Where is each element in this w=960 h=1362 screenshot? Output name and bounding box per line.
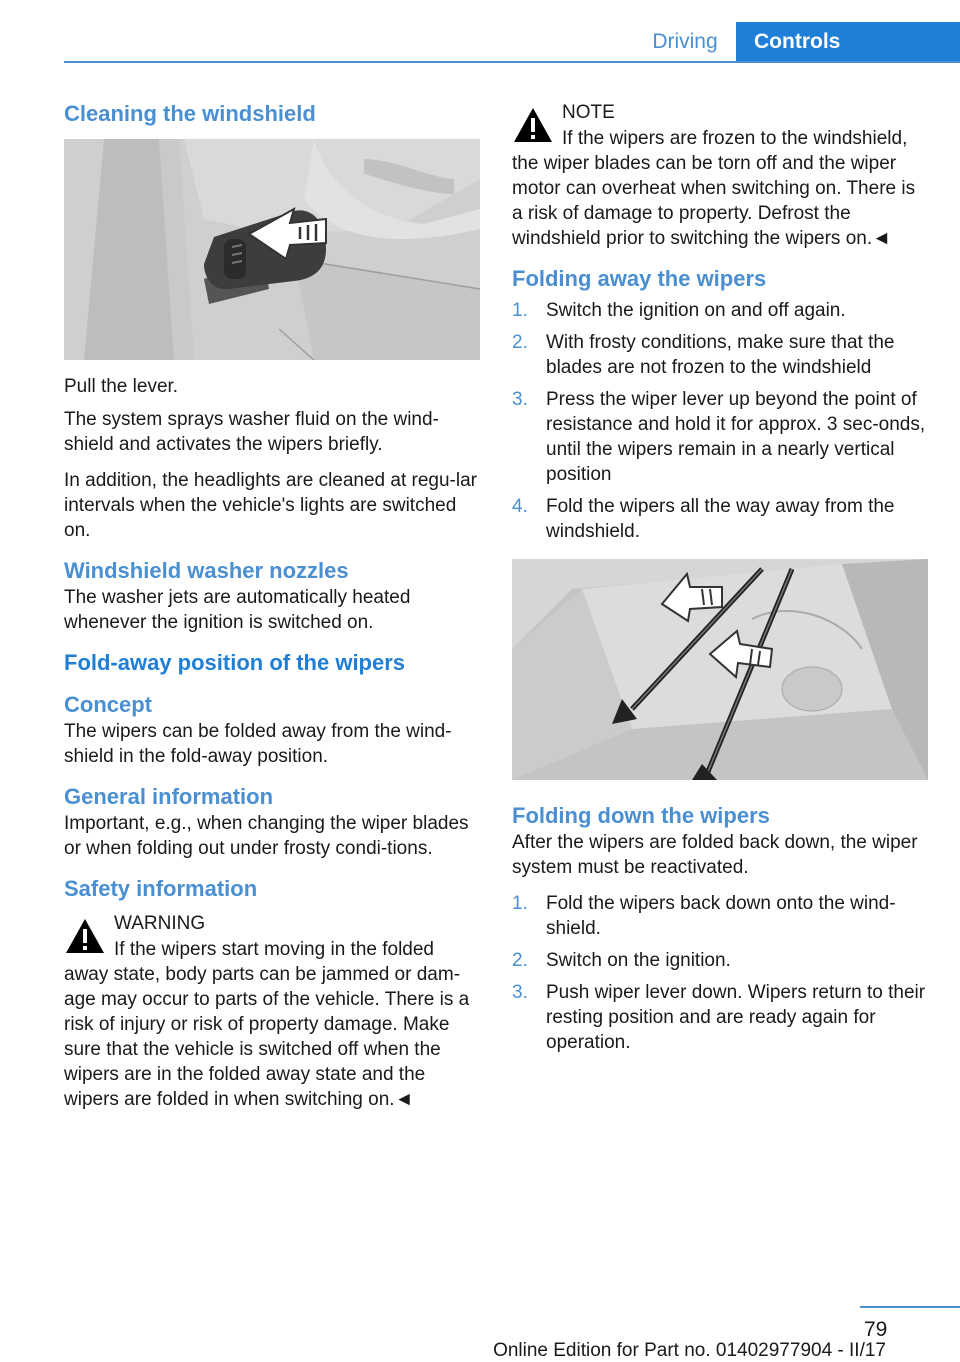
- warning-text: away state, body parts can be jammed or dam-age may occur to parts of the vehicle. There is a risk of injury or risk of property damage. Make sure that the vehicle is switched off when the wipers are in the folded away state and the wipers are folded in when switching on.◄: [64, 964, 470, 1110]
- step-number: 2.: [512, 950, 528, 971]
- concept-text: The wipers can be folded away from the wind-shield in the fold-away position.: [64, 721, 452, 767]
- footer-rule: [860, 1306, 960, 1308]
- list-item: [512, 891, 928, 941]
- note-label: NOTE: [562, 102, 615, 123]
- header-rule: [64, 61, 960, 63]
- headlights-text: In addition, the headlights are cleaned at regu-lar intervals when the vehicle's lights are switched on.: [64, 470, 477, 541]
- step-number: 1.: [512, 893, 528, 914]
- step-text: Press the wiper lever up beyond the point of resistance and hold it for approx. 3 sec-onds, until the wipers remain in a nearly vertical position: [546, 389, 926, 485]
- step-text: With frosty conditions, make sure that the blades are not frozen to the windshield: [546, 332, 895, 378]
- page-number: 79: [864, 1318, 888, 1341]
- section-title-folding-away: Folding away the wipers: [512, 266, 767, 291]
- right-column: [512, 100, 928, 1062]
- wiper-lever-illustration: [64, 139, 480, 360]
- warning-box: [64, 911, 480, 1112]
- warning-first-line: If the wipers start moving in the folded: [114, 939, 434, 960]
- windshield-wipers-illustration: [512, 559, 928, 780]
- note-box: [512, 100, 928, 251]
- step-text: Push wiper lever down. Wipers return to their resting position and are ready again for operation.: [546, 982, 926, 1053]
- folding-away-steps: [512, 298, 928, 544]
- step-number: 1.: [512, 300, 528, 321]
- section-title-foldaway: Fold-away position of the wipers: [64, 650, 406, 675]
- step-text: Fold the wipers all the way away from the windshield.: [546, 496, 895, 542]
- sprays-text: The system sprays washer fluid on the wind-shield and activates the wipers briefly.: [64, 409, 439, 455]
- page-header: [0, 0, 960, 62]
- list-item: [512, 494, 928, 544]
- step-text: Switch the ignition on and off again.: [546, 300, 846, 321]
- warning-triangle-icon: [512, 106, 554, 144]
- step-number: 3.: [512, 389, 528, 410]
- note-first-line: If the wipers are frozen to the windshield,: [562, 128, 908, 149]
- left-column: [64, 100, 480, 1112]
- edition-footer: Online Edition for Part no. 01402977904 - II/17: [493, 1340, 886, 1361]
- list-item: [512, 948, 928, 973]
- section-title-nozzles: Windshield washer nozzles: [64, 558, 349, 583]
- warning-label: WARNING: [114, 913, 206, 934]
- section-title-general: General information: [64, 784, 274, 809]
- general-text: Important, e.g., when changing the wiper blades or when folding out under frosty condi-tions.: [64, 813, 469, 859]
- step-number: 4.: [512, 496, 528, 517]
- step-text: Switch on the ignition.: [546, 950, 731, 971]
- section-title-cleaning: Cleaning the windshield: [64, 101, 316, 126]
- list-item: [512, 387, 928, 487]
- pull-lever-text: Pull the lever.: [64, 376, 179, 397]
- list-item: [512, 330, 928, 380]
- tab-controls[interactable]: Controls: [736, 22, 960, 62]
- folding-down-steps: [512, 891, 928, 1055]
- note-text: the wiper blades can be torn off and the wiper motor can overheat when switching on. There is a risk of damage to property. Defrost the windshield prior to switching the wipers on.◄: [512, 153, 916, 249]
- step-text: Fold the wipers back down onto the wind-shield.: [546, 893, 896, 939]
- warning-triangle-icon: [64, 917, 106, 955]
- step-number: 2.: [512, 332, 528, 353]
- section-title-safety: Safety information: [64, 876, 258, 901]
- folding-down-text: After the wipers are folded back down, the wiper system must be reactivated.: [512, 832, 918, 878]
- list-item: [512, 980, 928, 1055]
- nozzles-text: The washer jets are automatically heated whenever the ignition is switched on.: [64, 587, 411, 633]
- section-title-folding-down: Folding down the wipers: [512, 803, 770, 828]
- list-item: [512, 298, 928, 323]
- step-number: 3.: [512, 982, 528, 1003]
- tab-driving[interactable]: Driving: [652, 30, 718, 53]
- section-title-concept: Concept: [64, 692, 152, 717]
